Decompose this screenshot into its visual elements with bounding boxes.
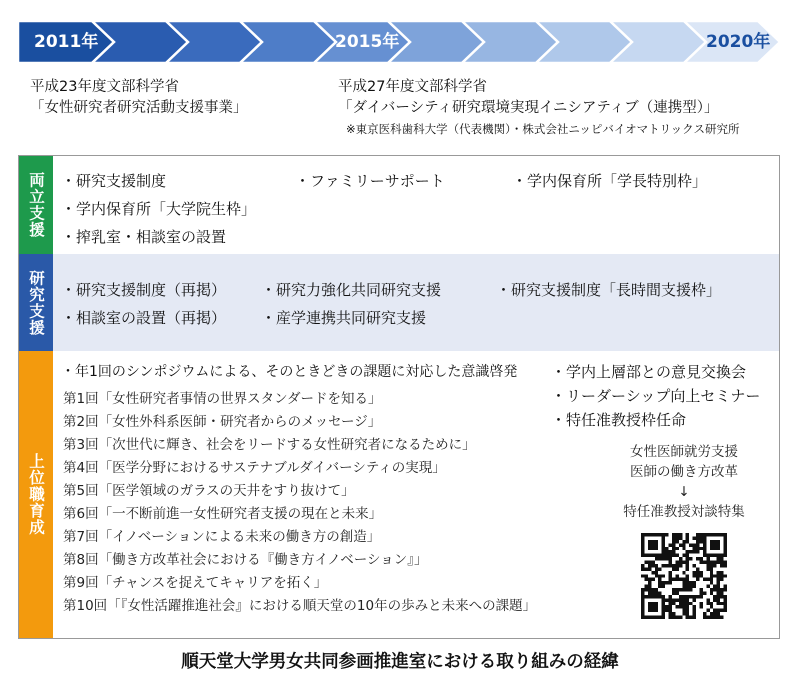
item-special-associate-professor: ・特任准教授枠任命 (551, 411, 687, 429)
project-2011 (30, 77, 248, 119)
project-2011-line2: 「女性研究者研究活動支援事業」 (30, 100, 248, 116)
symposium-item: 第8回「働き方改革社会における『働き方イノベーション』」 (63, 552, 428, 568)
item-research-support: ・研究支援制度 (61, 172, 167, 190)
item-annual-symposium: ・年1回のシンポジウムによる、そのときどきの課題に対応した意識啓発 (61, 364, 518, 380)
item-joint-research: ・研究力強化共同研究支援 (261, 281, 442, 299)
qr-caption-line: 医師の働き方改革 (630, 464, 738, 480)
project-2015-line1: 平成27年度文部科学省 (338, 79, 487, 95)
item-industry-academia: ・産学連携共同研究支援 (261, 309, 427, 327)
item-nursery-graduate: ・学内保育所「大学院生枠」 (61, 200, 257, 218)
project-2015-note: ※東京医科歯科大学（代表機関）・株式会社ニッピバイオマトリックス研究所 (346, 122, 740, 136)
symposium-item: 第10回「『女性活躍推進社会』における順天堂の10年の歩みと未来への課題」 (63, 598, 537, 614)
item-long-hours-support: ・研究支援制度「長時間支援枠」 (496, 281, 722, 299)
item-consult-room-repost: ・相談室の設置（再掲） (61, 309, 227, 327)
item-lactation-room: ・搾乳室・相談室の設置 (61, 228, 227, 246)
section-label-research: 研究支援 (19, 254, 53, 351)
timeline (18, 13, 780, 71)
item-leadership-seminar: ・リーダーシップ向上セミナー (551, 387, 761, 405)
year-2011: 2011年 (34, 32, 99, 52)
symposium-item: 第1回「女性研究者事情の世界スタンダードを知る」 (63, 391, 382, 407)
initiatives-frame (18, 155, 780, 639)
item-exec-exchange: ・学内上層部との意見交換会 (551, 363, 747, 381)
project-2011-line1: 平成23年度文部科学省 (30, 79, 179, 95)
qr-caption-line: 特任准教授対談特集 (623, 504, 745, 520)
qr-caption-line: 女性医師就労支援 (630, 444, 738, 460)
item-nursery-president: ・学内保育所「学長特別枠」 (512, 172, 708, 190)
symposium-item: 第3回「次世代に輝き、社会をリードする女性研究者になるために」 (63, 437, 476, 453)
section-label-leadership: 上位職育成 (19, 351, 53, 638)
symposium-item: 第4回「医学分野におけるサステナブルダイバーシティの実現」 (63, 460, 446, 476)
section-label-work-life: 両立支援 (19, 156, 53, 254)
year-2015: 2015年 (335, 32, 400, 52)
symposium-item: 第2回「女性外科系医師・研究者からのメッセージ」 (63, 414, 382, 430)
figure-caption: 順天堂大学男女共同参画推進室における取り組みの経緯 (181, 652, 619, 672)
qr-code-icon[interactable] (641, 533, 727, 619)
item-research-support-repost: ・研究支援制度（再掲） (61, 281, 227, 299)
symposium-item: 第6回「一不断前進一女性研究者支援の現在と未来」 (63, 506, 383, 522)
item-family-support: ・ファミリーサポート (295, 172, 445, 190)
symposium-item: 第9回「チャンスを捉えてキャリアを拓く」 (63, 575, 328, 591)
section-research-support (19, 254, 779, 351)
qr-caption-arrow: ↓ (678, 484, 690, 500)
year-2020: 2020年 (706, 32, 771, 52)
project-2015-line2: 「ダイバーシティ研究環境実現イニシアティブ（連携型）」 (338, 100, 719, 116)
symposium-item: 第7回「イノベーションによる未来の働き方の創造」 (63, 529, 381, 545)
section-leadership-development (19, 351, 779, 638)
symposium-item: 第5回「医学領域のガラスの天井をすり抜けて」 (63, 483, 355, 499)
section-work-life-support (19, 156, 779, 254)
project-2015 (338, 77, 740, 140)
